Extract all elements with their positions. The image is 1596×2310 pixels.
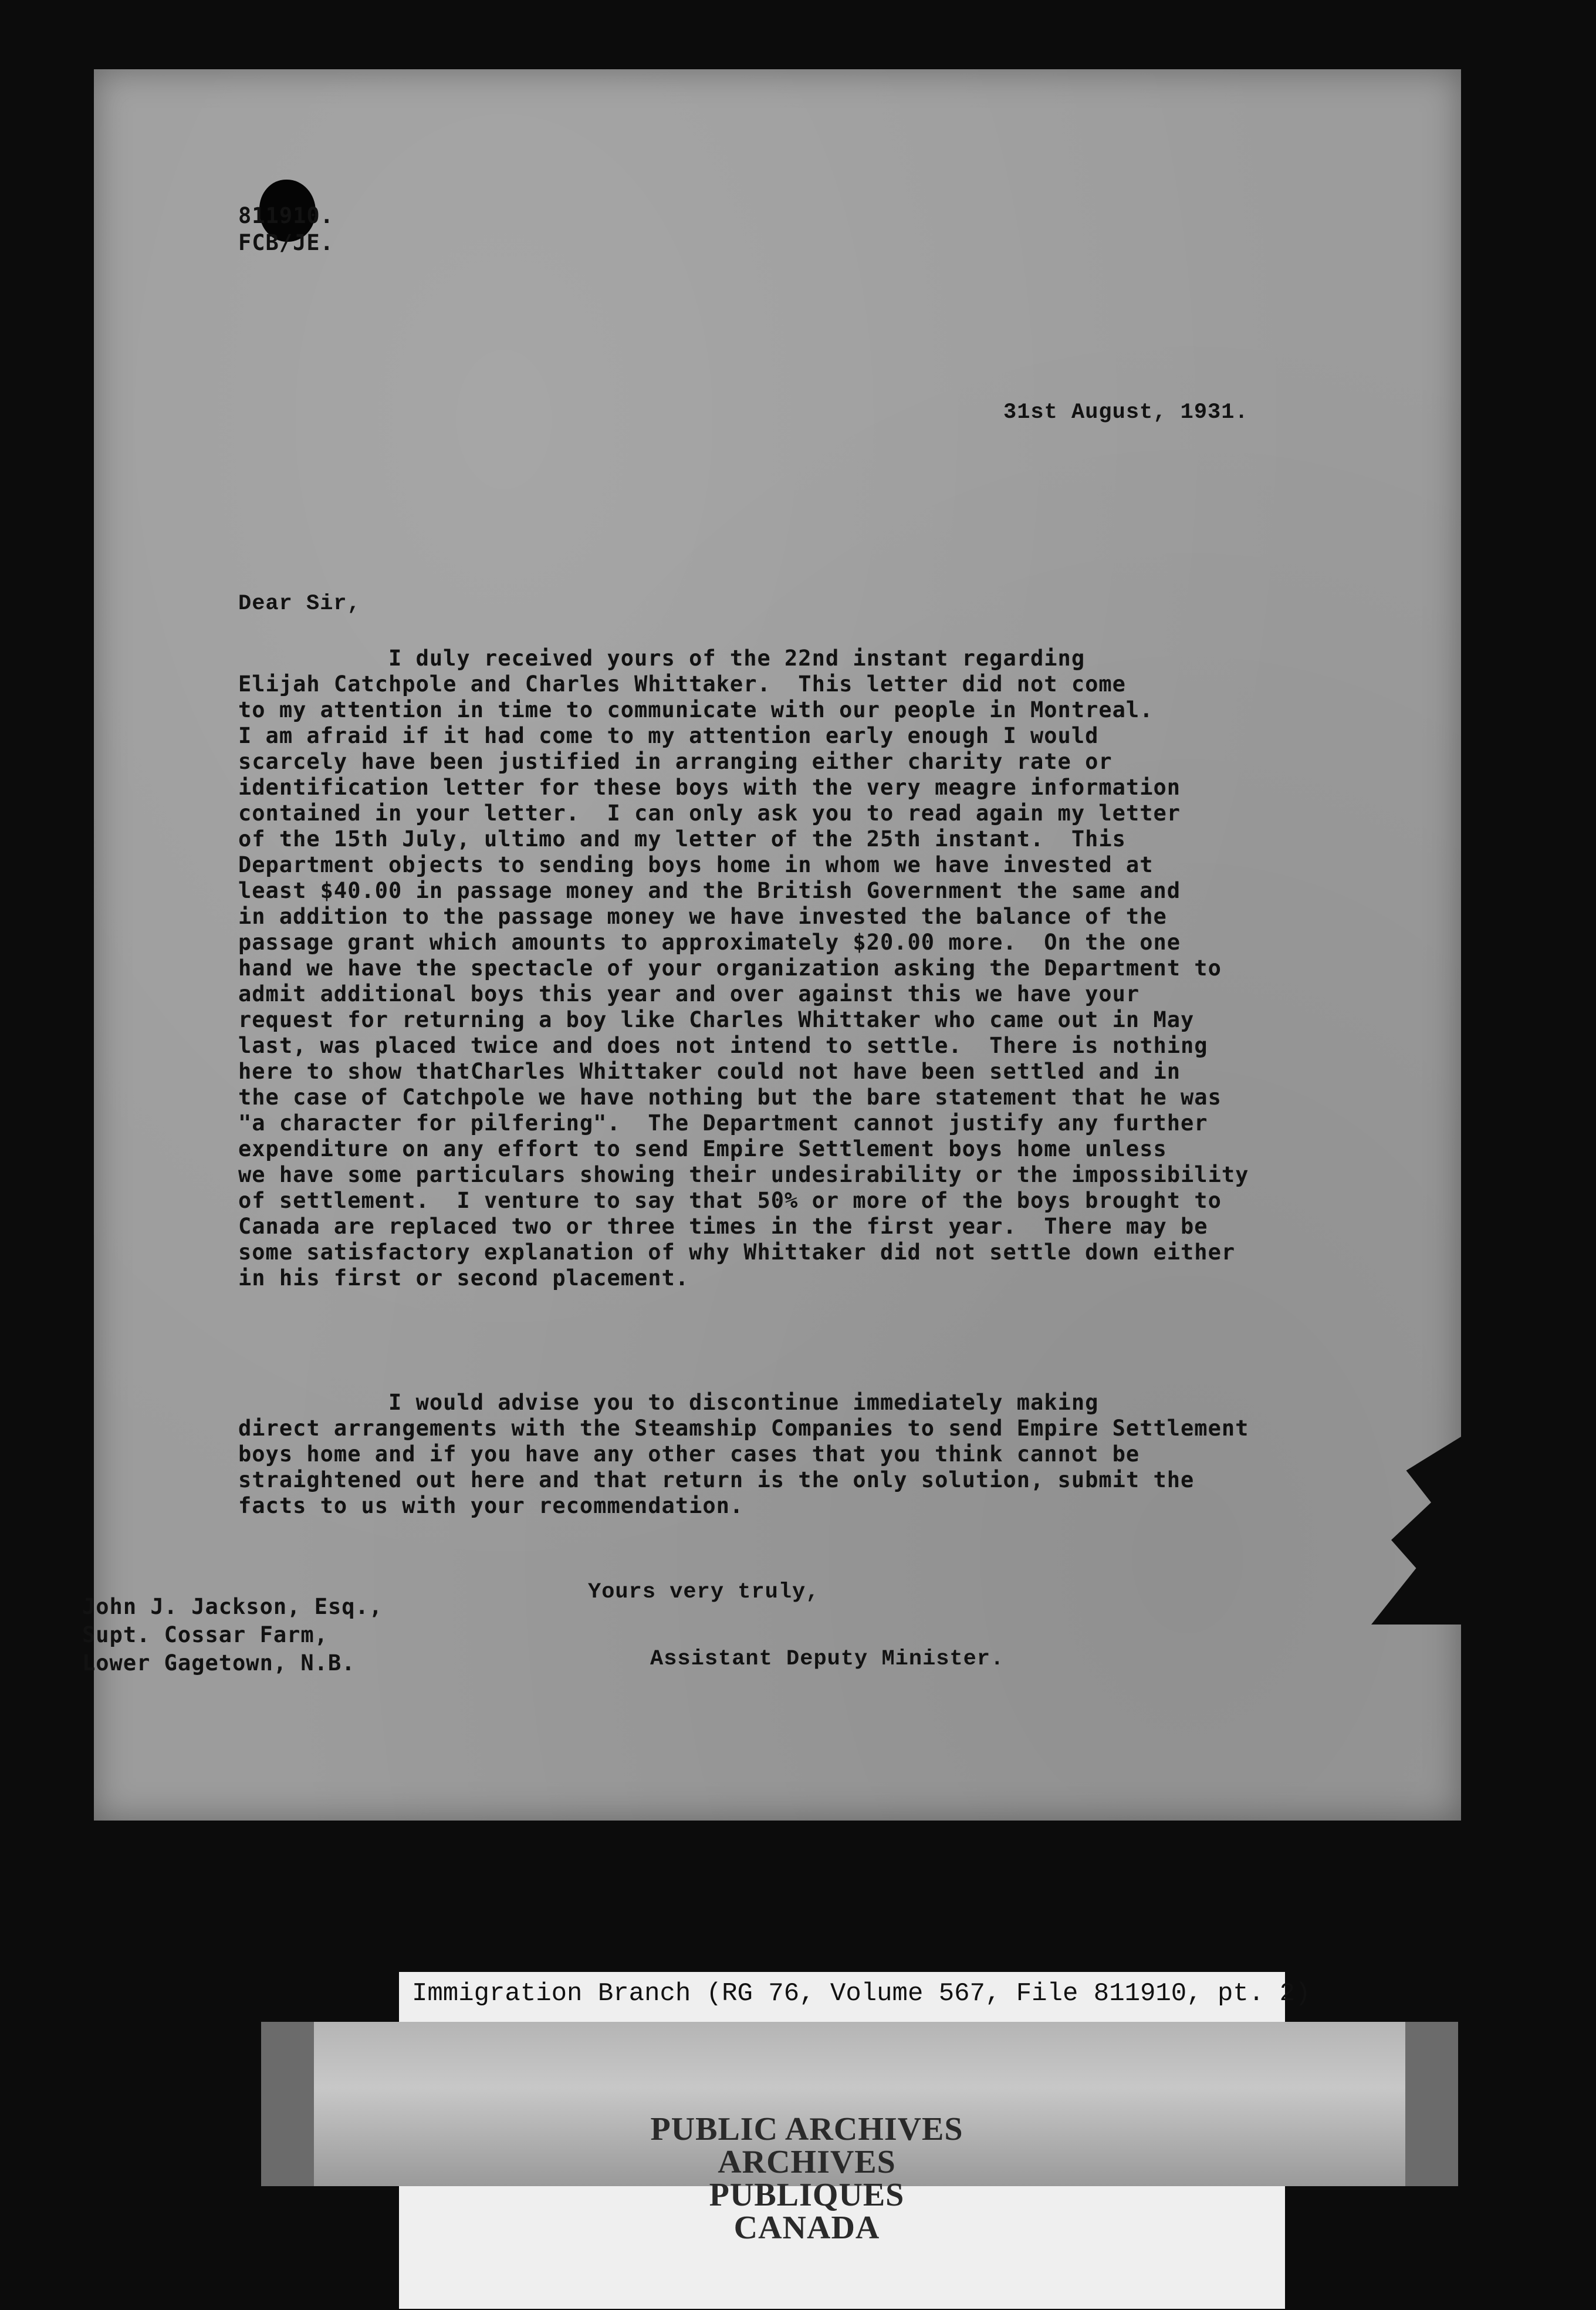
text-line: last, was placed twice and does not intend to settle. There is nothing xyxy=(238,1033,1208,1058)
text-line: expenditure on any effort to send Empire Settlement boys home unless xyxy=(238,1136,1167,1161)
file-reference xyxy=(238,202,334,256)
text-line: in addition to the passage money we have invested the balance of the xyxy=(238,904,1167,929)
text-line: admit additional boys this year and over against this we have your xyxy=(238,981,1140,1007)
text-line: to my attention in time to communicate with our people in Montreal. xyxy=(238,697,1154,722)
stamp-line: CANADA xyxy=(733,2210,880,2246)
text-line: some satisfactory explanation of why Whittaker did not settle down either xyxy=(238,1240,1236,1265)
archive-citation: Immigration Branch (RG 76, Volume 567, File 811910, pt. 2) xyxy=(412,1979,1311,2008)
band-edge-left xyxy=(261,2022,314,2186)
initials: FCB/JE. xyxy=(238,230,334,255)
text-line: straightened out here and that return is the only solution, submit the xyxy=(238,1467,1195,1492)
text-line: Canada are replaced two or three times in the first year. There may be xyxy=(238,1214,1208,1239)
text-line: passage grant which amounts to approximately $20.00 more. On the one xyxy=(238,930,1181,955)
archives-stamp xyxy=(637,2113,977,2244)
text-line: I duly received yours of the 22nd instant regarding xyxy=(238,646,1086,671)
text-line: contained in your letter. I can only ask you to read again my letter xyxy=(238,801,1181,826)
salutation: Dear Sir, xyxy=(238,592,361,616)
stamp-line: ARCHIVES PUBLIQUES xyxy=(709,2144,905,2213)
text-line: request for returning a boy like Charles Whittaker who came out in May xyxy=(238,1007,1195,1032)
text-line: hand we have the spectacle of your organization asking the Department to xyxy=(238,955,1222,981)
text-line: facts to us with your recommendation. xyxy=(238,1493,744,1518)
file-number: 811910. xyxy=(238,203,334,228)
body-paragraph-1 xyxy=(238,646,1249,1291)
text-line: we have some particulars showing their undesirability or the impossibility xyxy=(238,1162,1249,1187)
text-line: in his first or second placement. xyxy=(238,1265,689,1291)
text-line: of settlement. I venture to say that 50% or more of the boys brought to xyxy=(238,1188,1222,1213)
text-line: least $40.00 in passage money and the British Government the same and xyxy=(238,878,1181,903)
text-line: direct arrangements with the Steamship Companies to send Empire Settlement xyxy=(238,1416,1249,1441)
text-line: identification letter for these boys with the very meagre information xyxy=(238,775,1181,800)
signature-title: Assistant Deputy Minister. xyxy=(650,1647,1005,1671)
text-line: the case of Catchpole we have nothing but the bare statement that he was xyxy=(238,1085,1222,1110)
torn-edge xyxy=(1361,1437,1461,1625)
text-line: I am afraid if it had come to my attention early enough I would xyxy=(238,723,1099,748)
text-line: scarcely have been justified in arranging either charity rate or xyxy=(238,749,1113,774)
addressee-name: John J. Jackson, Esq., xyxy=(82,1594,383,1619)
text-line: of the 15th July, ultimo and my letter of the 25th instant. This xyxy=(238,826,1126,852)
stamp-line: PUBLIC ARCHIVES xyxy=(650,2111,963,2147)
addressee-location: Lower Gagetown, N.B. xyxy=(82,1650,356,1676)
text-line: I would advise you to discontinue immediately making xyxy=(238,1390,1099,1415)
text-line: Department objects to sending boys home in whom we have invested at xyxy=(238,852,1154,877)
text-line: boys home and if you have any other cases that you think cannot be xyxy=(238,1441,1140,1467)
text-line: Elijah Catchpole and Charles Whittaker. This letter did not come xyxy=(238,671,1126,697)
addressee-block xyxy=(82,1593,383,1677)
letter-date: 31st August, 1931. xyxy=(1003,400,1249,425)
complimentary-close: Yours very truly, xyxy=(588,1580,820,1605)
addressee-title: Supt. Cossar Farm, xyxy=(82,1622,328,1647)
text-line: here to show thatCharles Whittaker could not have been settled and in xyxy=(238,1059,1181,1084)
body-paragraph-2 xyxy=(238,1390,1249,1519)
band-edge-right xyxy=(1405,2022,1458,2186)
text-line: "a character for pilfering". The Department cannot justify any further xyxy=(238,1110,1208,1136)
